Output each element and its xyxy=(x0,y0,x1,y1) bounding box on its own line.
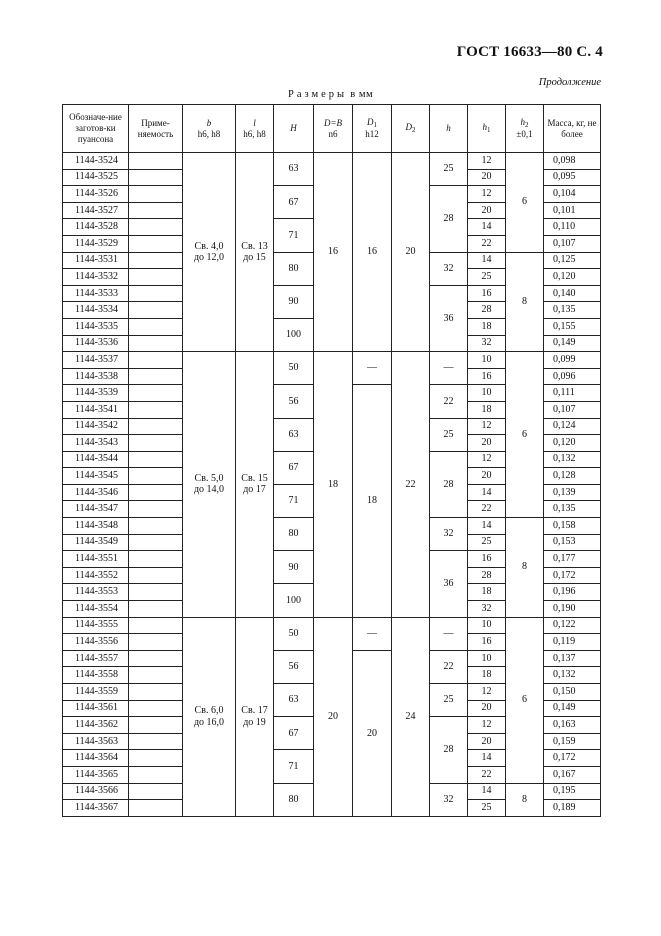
mass-cell: 0,101 xyxy=(544,202,601,219)
usage-cell xyxy=(129,484,183,501)
h1-cell: 28 xyxy=(468,567,506,584)
designation-cell: 1144-3552 xyxy=(63,567,129,584)
H-cell: 56 xyxy=(274,385,314,418)
mass-cell: 0,107 xyxy=(544,235,601,252)
h1-cell: 20 xyxy=(468,169,506,186)
h1-cell: 14 xyxy=(468,518,506,535)
usage-cell xyxy=(129,567,183,584)
designation-cell: 1144-3527 xyxy=(63,202,129,219)
usage-cell xyxy=(129,451,183,468)
mass-cell: 0,189 xyxy=(544,800,601,817)
mass-cell: 0,099 xyxy=(544,352,601,369)
usage-cell xyxy=(129,534,183,551)
h1-cell: 10 xyxy=(468,385,506,402)
usage-cell xyxy=(129,667,183,684)
H-cell: 63 xyxy=(274,684,314,717)
col-D1: $D_1$ h12 xyxy=(353,105,392,153)
H-cell: 90 xyxy=(274,285,314,318)
usage-cell xyxy=(129,169,183,186)
b-cell: Св. 5,0 до 14,0 xyxy=(183,352,236,618)
h1-cell: 22 xyxy=(468,501,506,518)
H-cell: 71 xyxy=(274,484,314,517)
mass-cell: 0,139 xyxy=(544,484,601,501)
h-cell: 22 xyxy=(430,650,468,683)
h-cell: 25 xyxy=(430,153,468,186)
usage-cell xyxy=(129,518,183,535)
mass-cell: 0,149 xyxy=(544,700,601,717)
usage-cell xyxy=(129,186,183,203)
designation-cell: 1144-3545 xyxy=(63,468,129,485)
D1-cell: — xyxy=(353,617,392,650)
usage-cell xyxy=(129,650,183,667)
designation-cell: 1144-3549 xyxy=(63,534,129,551)
mass-cell: 0,120 xyxy=(544,269,601,286)
h1-cell: 12 xyxy=(468,684,506,701)
designation-cell: 1144-3531 xyxy=(63,252,129,269)
h1-cell: 16 xyxy=(468,551,506,568)
designation-cell: 1144-3559 xyxy=(63,684,129,701)
h-cell: 32 xyxy=(430,518,468,551)
designation-cell: 1144-3529 xyxy=(63,235,129,252)
D2-cell: 20 xyxy=(392,153,430,352)
h1-cell: 20 xyxy=(468,202,506,219)
mass-cell: 0,149 xyxy=(544,335,601,352)
h-cell: 22 xyxy=(430,385,468,418)
h2-cell: 8 xyxy=(506,252,544,352)
designation-cell: 1144-3533 xyxy=(63,285,129,302)
h1-cell: 12 xyxy=(468,153,506,170)
h1-cell: 14 xyxy=(468,252,506,269)
h2-cell: 6 xyxy=(506,352,544,518)
col-h2: $h_2$ ±0,1 xyxy=(506,105,544,153)
h-cell: 28 xyxy=(430,717,468,783)
mass-cell: 0,172 xyxy=(544,750,601,767)
mass-cell: 0,132 xyxy=(544,667,601,684)
H-cell: 80 xyxy=(274,518,314,551)
h1-cell: 12 xyxy=(468,451,506,468)
h1-cell: 18 xyxy=(468,584,506,601)
designation-cell: 1144-3525 xyxy=(63,169,129,186)
designation-cell: 1144-3536 xyxy=(63,335,129,352)
H-cell: 100 xyxy=(274,318,314,351)
usage-cell xyxy=(129,601,183,618)
mass-cell: 0,135 xyxy=(544,501,601,518)
D1-cell: 20 xyxy=(353,650,392,816)
D2-cell: 24 xyxy=(392,617,430,816)
designation-cell: 1144-3524 xyxy=(63,153,129,170)
h1-cell: 12 xyxy=(468,186,506,203)
mass-cell: 0,177 xyxy=(544,551,601,568)
mass-cell: 0,196 xyxy=(544,584,601,601)
usage-cell xyxy=(129,750,183,767)
h-cell: 36 xyxy=(430,285,468,351)
dimensions-note xyxy=(288,89,373,100)
H-cell: 67 xyxy=(274,451,314,484)
h2-cell: 6 xyxy=(506,153,544,253)
col-D2: $D_2$ xyxy=(392,105,430,153)
usage-cell xyxy=(129,766,183,783)
designation-cell: 1144-3534 xyxy=(63,302,129,319)
designation-cell: 1144-3567 xyxy=(63,800,129,817)
H-cell: 71 xyxy=(274,219,314,252)
h1-cell: 18 xyxy=(468,401,506,418)
usage-cell xyxy=(129,435,183,452)
H-cell: 71 xyxy=(274,750,314,783)
table-row xyxy=(63,153,601,170)
h-cell: 25 xyxy=(430,684,468,717)
usage-cell xyxy=(129,235,183,252)
continuation-label: Продолжение xyxy=(538,77,601,88)
h1-cell: 25 xyxy=(468,800,506,817)
h1-cell: 16 xyxy=(468,368,506,385)
h1-cell: 16 xyxy=(468,634,506,651)
designation-cell: 1144-3539 xyxy=(63,385,129,402)
h1-cell: 14 xyxy=(468,783,506,800)
D1-cell: 16 xyxy=(353,153,392,352)
h1-cell: 10 xyxy=(468,352,506,369)
designation-cell: 1144-3538 xyxy=(63,368,129,385)
DB-cell: 20 xyxy=(314,617,353,816)
usage-cell xyxy=(129,684,183,701)
mass-cell: 0,098 xyxy=(544,153,601,170)
usage-cell xyxy=(129,501,183,518)
l-cell: Св. 15 до 17 xyxy=(236,352,274,618)
mass-cell: 0,135 xyxy=(544,302,601,319)
designation-cell: 1144-3557 xyxy=(63,650,129,667)
col-DB: D=B n6 xyxy=(314,105,353,153)
h1-cell: 25 xyxy=(468,269,506,286)
usage-cell xyxy=(129,335,183,352)
H-cell: 63 xyxy=(274,418,314,451)
h2-cell: 8 xyxy=(506,518,544,618)
h-cell: — xyxy=(430,617,468,650)
page-header: ГОСТ 16633—80 С. 4 xyxy=(456,44,603,60)
mass-cell: 0,095 xyxy=(544,169,601,186)
h1-cell: 32 xyxy=(468,335,506,352)
designation-cell: 1144-3556 xyxy=(63,634,129,651)
col-h1: $h_1$ xyxy=(468,105,506,153)
usage-cell xyxy=(129,733,183,750)
mass-cell: 0,159 xyxy=(544,733,601,750)
mass-cell: 0,163 xyxy=(544,717,601,734)
usage-cell xyxy=(129,617,183,634)
col-designation: Обозначе-ние заготов-ки пуансона xyxy=(63,105,129,153)
h1-cell: 10 xyxy=(468,617,506,634)
col-mass: Масса, кг, не более xyxy=(544,105,601,153)
usage-cell xyxy=(129,252,183,269)
b-cell: Св. 4,0 до 12,0 xyxy=(183,153,236,352)
punch-blanks-table xyxy=(62,104,601,817)
h2-cell: 8 xyxy=(506,783,544,816)
designation-cell: 1144-3561 xyxy=(63,700,129,717)
h-cell: 32 xyxy=(430,783,468,816)
h1-cell: 14 xyxy=(468,750,506,767)
h-cell: 28 xyxy=(430,451,468,517)
h1-cell: 16 xyxy=(468,285,506,302)
H-cell: 80 xyxy=(274,252,314,285)
h-cell: 36 xyxy=(430,551,468,617)
mass-cell: 0,128 xyxy=(544,468,601,485)
designation-cell: 1144-3532 xyxy=(63,269,129,286)
designation-cell: 1144-3547 xyxy=(63,501,129,518)
usage-cell xyxy=(129,285,183,302)
designation-cell: 1144-3566 xyxy=(63,783,129,800)
usage-cell xyxy=(129,717,183,734)
usage-cell xyxy=(129,634,183,651)
mass-cell: 0,132 xyxy=(544,451,601,468)
h1-cell: 14 xyxy=(468,219,506,236)
mass-cell: 0,190 xyxy=(544,601,601,618)
H-cell: 100 xyxy=(274,584,314,617)
DB-cell: 18 xyxy=(314,352,353,618)
mass-cell: 0,155 xyxy=(544,318,601,335)
designation-cell: 1144-3526 xyxy=(63,186,129,203)
H-cell: 67 xyxy=(274,717,314,750)
mass-cell: 0,195 xyxy=(544,783,601,800)
usage-cell xyxy=(129,783,183,800)
h-cell: 25 xyxy=(430,418,468,451)
designation-cell: 1144-3553 xyxy=(63,584,129,601)
h-cell: — xyxy=(430,352,468,385)
H-cell: 56 xyxy=(274,650,314,683)
mass-cell: 0,124 xyxy=(544,418,601,435)
designation-cell: 1144-3541 xyxy=(63,401,129,418)
designation-cell: 1144-3542 xyxy=(63,418,129,435)
D2-cell: 22 xyxy=(392,352,430,618)
usage-cell xyxy=(129,584,183,601)
h1-cell: 25 xyxy=(468,534,506,551)
usage-cell xyxy=(129,551,183,568)
usage-cell xyxy=(129,318,183,335)
h1-cell: 20 xyxy=(468,700,506,717)
mass-cell: 0,150 xyxy=(544,684,601,701)
l-cell: Св. 17 до 19 xyxy=(236,617,274,816)
header-row xyxy=(63,105,601,153)
mass-cell: 0,125 xyxy=(544,252,601,269)
designation-cell: 1144-3555 xyxy=(63,617,129,634)
H-cell: 50 xyxy=(274,352,314,385)
dimensions-suffix: в мм xyxy=(350,89,374,100)
H-cell: 67 xyxy=(274,186,314,219)
h1-cell: 20 xyxy=(468,435,506,452)
dimensions-prefix: Размеры xyxy=(288,89,348,100)
table-row xyxy=(63,617,601,634)
usage-cell xyxy=(129,385,183,402)
mass-cell: 0,119 xyxy=(544,634,601,651)
usage-cell xyxy=(129,401,183,418)
table-body xyxy=(63,153,601,817)
mass-cell: 0,107 xyxy=(544,401,601,418)
designation-cell: 1144-3537 xyxy=(63,352,129,369)
h1-cell: 22 xyxy=(468,766,506,783)
designation-cell: 1144-3563 xyxy=(63,733,129,750)
D1-cell: — xyxy=(353,352,392,385)
mass-cell: 0,096 xyxy=(544,368,601,385)
designation-cell: 1144-3546 xyxy=(63,484,129,501)
mass-cell: 0,120 xyxy=(544,435,601,452)
designation-cell: 1144-3543 xyxy=(63,435,129,452)
mass-cell: 0,104 xyxy=(544,186,601,203)
H-cell: 90 xyxy=(274,551,314,584)
mass-cell: 0,111 xyxy=(544,385,601,402)
H-cell: 50 xyxy=(274,617,314,650)
usage-cell xyxy=(129,368,183,385)
usage-cell xyxy=(129,700,183,717)
mass-cell: 0,137 xyxy=(544,650,601,667)
col-h: h xyxy=(430,105,468,153)
b-cell: Св. 6,0 до 16,0 xyxy=(183,617,236,816)
mass-cell: 0,153 xyxy=(544,534,601,551)
h1-cell: 12 xyxy=(468,717,506,734)
h1-cell: 18 xyxy=(468,318,506,335)
col-l: l h6, h8 xyxy=(236,105,274,153)
usage-cell xyxy=(129,468,183,485)
designation-cell: 1144-3562 xyxy=(63,717,129,734)
h-cell: 28 xyxy=(430,186,468,252)
h1-cell: 20 xyxy=(468,733,506,750)
usage-cell xyxy=(129,800,183,817)
col-usage: Приме-няемость xyxy=(129,105,183,153)
h1-cell: 12 xyxy=(468,418,506,435)
designation-cell: 1144-3565 xyxy=(63,766,129,783)
mass-cell: 0,110 xyxy=(544,219,601,236)
mass-cell: 0,172 xyxy=(544,567,601,584)
designation-cell: 1144-3528 xyxy=(63,219,129,236)
mass-cell: 0,158 xyxy=(544,518,601,535)
col-b: b h6, h8 xyxy=(183,105,236,153)
designation-cell: 1144-3558 xyxy=(63,667,129,684)
designation-cell: 1144-3554 xyxy=(63,601,129,618)
h1-cell: 28 xyxy=(468,302,506,319)
DB-cell: 16 xyxy=(314,153,353,352)
usage-cell xyxy=(129,153,183,170)
h-cell: 32 xyxy=(430,252,468,285)
h1-cell: 32 xyxy=(468,601,506,618)
mass-cell: 0,140 xyxy=(544,285,601,302)
mass-cell: 0,167 xyxy=(544,766,601,783)
usage-cell xyxy=(129,302,183,319)
designation-cell: 1144-3535 xyxy=(63,318,129,335)
usage-cell xyxy=(129,352,183,369)
h2-cell: 6 xyxy=(506,617,544,783)
H-cell: 80 xyxy=(274,783,314,816)
designation-cell: 1144-3551 xyxy=(63,551,129,568)
usage-cell xyxy=(129,202,183,219)
mass-cell: 0,122 xyxy=(544,617,601,634)
l-cell: Св. 13 до 15 xyxy=(236,153,274,352)
h1-cell: 22 xyxy=(468,235,506,252)
col-H: H xyxy=(274,105,314,153)
designation-cell: 1144-3564 xyxy=(63,750,129,767)
usage-cell xyxy=(129,219,183,236)
designation-cell: 1144-3548 xyxy=(63,518,129,535)
h1-cell: 20 xyxy=(468,468,506,485)
h1-cell: 10 xyxy=(468,650,506,667)
table-row xyxy=(63,352,601,369)
h1-cell: 14 xyxy=(468,484,506,501)
usage-cell xyxy=(129,418,183,435)
usage-cell xyxy=(129,269,183,286)
h1-cell: 18 xyxy=(468,667,506,684)
D1-cell: 18 xyxy=(353,385,392,617)
designation-cell: 1144-3544 xyxy=(63,451,129,468)
H-cell: 63 xyxy=(274,153,314,186)
